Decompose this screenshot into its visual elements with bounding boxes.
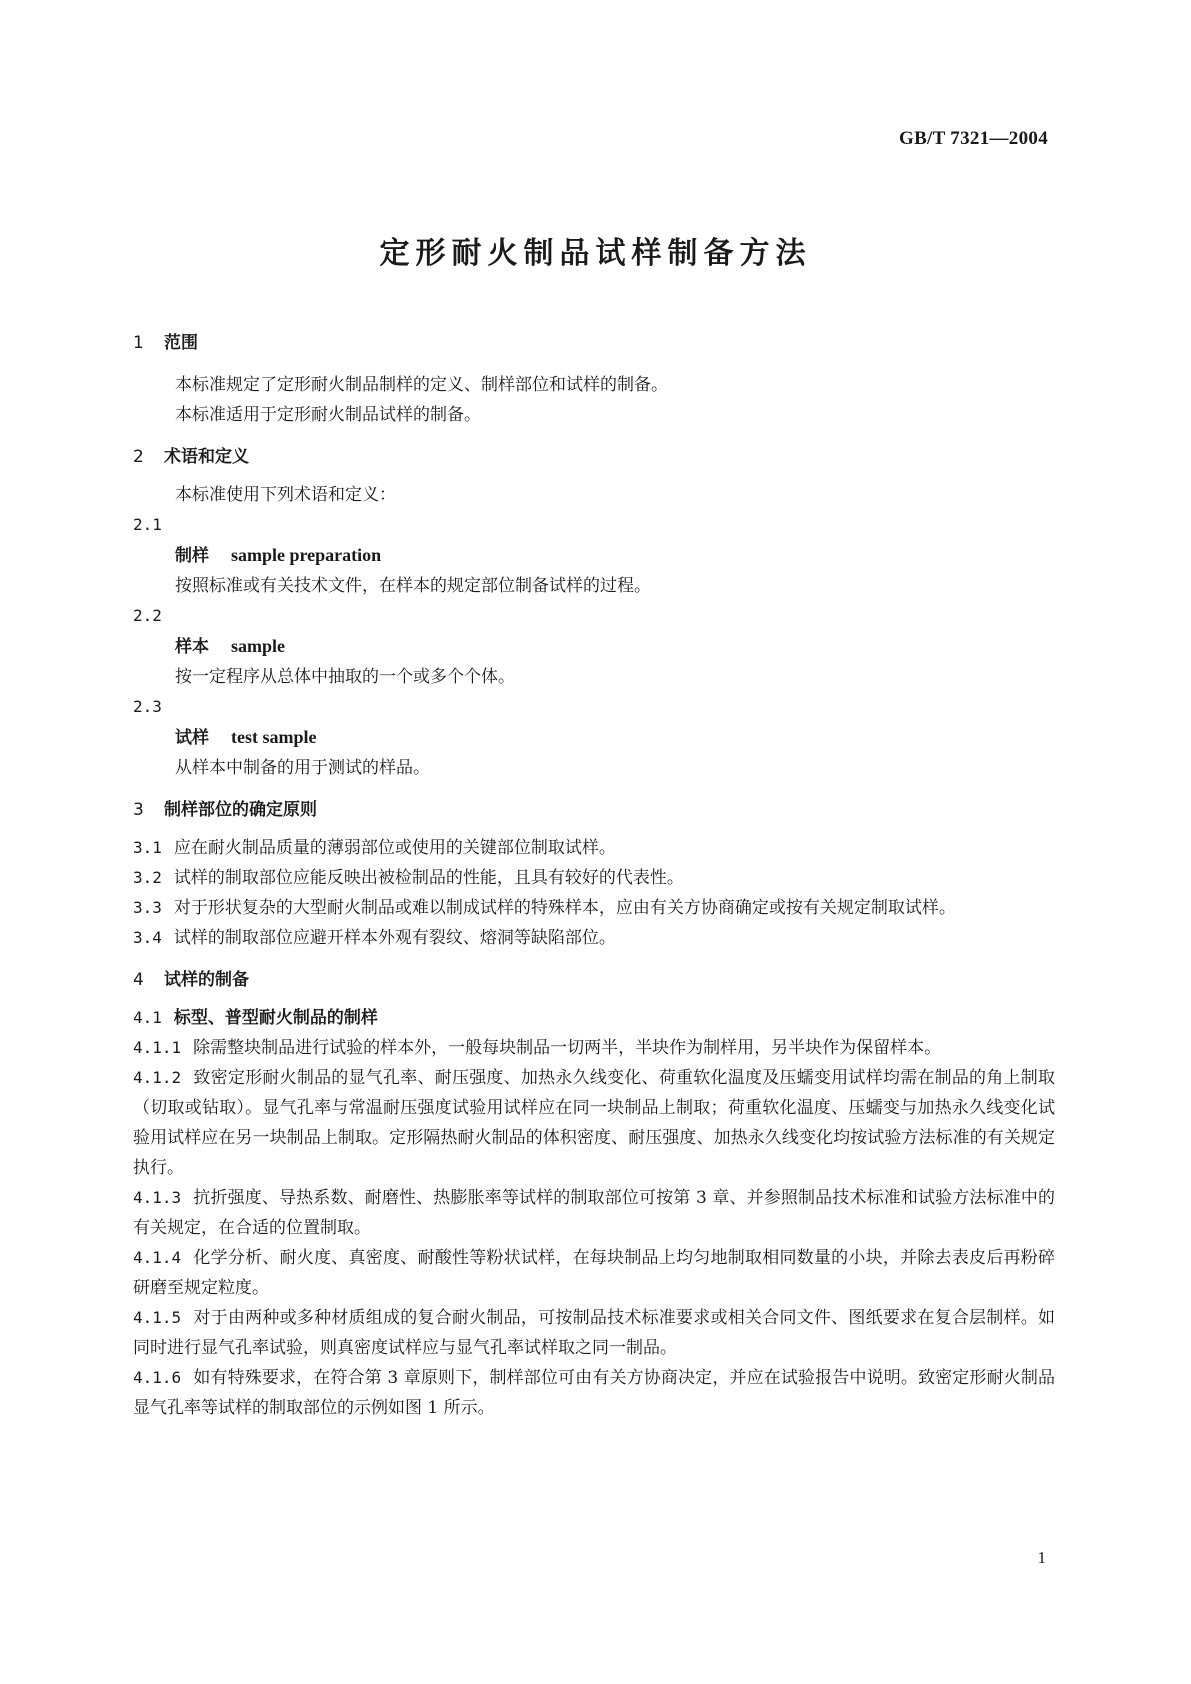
clause	[133, 833, 1055, 863]
term-en: sample preparation	[231, 545, 382, 565]
clause	[133, 1303, 1055, 1363]
clause-number: 4.1.5	[133, 1308, 182, 1327]
clause-number: 4.1.2	[133, 1068, 182, 1087]
paragraph: 本标准适用于定形耐火制品试样的制备。	[175, 405, 481, 425]
clause-text: 致密定形耐火制品的显气孔率、耐压强度、加热永久线变化、荷重软化温度及压蠕变用试样均需在制品的角上制取（切取或钻取）。显气孔率与常温耐压强度试验用试样应在同一块制品上制取；荷重软化温度、压蠕变与加热永久线变化试验用试样应在另一块制品上制取。定形隔热耐火制品的体积密度、耐压强度、加热永久线变化均按试验方法标准的有关规定执行。	[133, 1068, 1055, 1178]
subsection-number: 4.1	[133, 1008, 162, 1027]
section-3-heading	[133, 795, 1055, 825]
clause-number: 3.4	[133, 928, 162, 947]
clause-number: 4.1.4	[133, 1248, 182, 1267]
page-number: 1	[1037, 1548, 1046, 1567]
document-title: 定形耐火制品试样制备方法	[379, 236, 812, 271]
paragraph: 本标准规定了定形耐火制品制样的定义、制样部位和试样的制备。	[175, 375, 668, 395]
section-number: 2	[133, 447, 144, 467]
clause	[133, 863, 1055, 893]
term-entry	[133, 722, 1055, 753]
section-4-heading	[133, 965, 1055, 995]
term-zh: 试样	[175, 728, 209, 748]
term-number: 2.2	[133, 606, 162, 625]
standard-code: GB/T 7321—2004	[898, 128, 1048, 149]
term-entry	[133, 631, 1055, 662]
term-zh: 制样	[175, 546, 209, 566]
paragraph: 本标准使用下列术语和定义：	[175, 485, 396, 505]
clause-text: 应在耐火制品质量的薄弱部位或使用的关键部位制取试样。	[173, 838, 616, 858]
clause-number: 4.1.6	[133, 1368, 182, 1387]
term-definition: 从样本中制备的用于测试的样品。	[175, 758, 430, 778]
document-body	[133, 328, 1055, 1423]
clause-text: 对于由两种或多种材质组成的复合耐火制品，可按制品技术标准要求或相关合同文件、图纸要求在复合层制样。如同时进行显气孔率试验，则真密度试样应与显气孔率试样取之同一制品。	[133, 1308, 1055, 1358]
section-number: 3	[133, 800, 144, 820]
clause-text: 对于形状复杂的大型耐火制品或难以制成试样的特殊样本，应由有关方协商确定或按有关规定制取试样。	[173, 898, 956, 918]
clause	[133, 893, 1055, 923]
term-number: 2.1	[133, 515, 162, 534]
clause	[133, 1363, 1055, 1423]
section-title: 术语和定义	[164, 447, 249, 467]
clause	[133, 1033, 1055, 1063]
section-number: 1	[133, 333, 144, 353]
clause	[133, 923, 1055, 953]
term-zh: 样本	[175, 637, 209, 657]
term-entry	[133, 540, 1055, 571]
section-title: 制样部位的确定原则	[164, 800, 317, 820]
clause-text: 如有特殊要求，在符合第 3 章原则下，制样部位可由有关方协商决定，并应在试验报告中说明。致密定形耐火制品显气孔率等试样的制取部位的示例如图 1 所示。	[133, 1368, 1055, 1418]
term-definition: 按照标准或有关技术文件，在样本的规定部位制备试样的过程。	[175, 576, 651, 596]
clause-text: 试样的制取部位应能反映出被检制品的性能，且具有较好的代表性。	[173, 868, 684, 888]
section-title: 范围	[164, 333, 198, 353]
clause-text: 试样的制取部位应避开样本外观有裂纹、熔洞等缺陷部位。	[173, 928, 616, 948]
clause-number: 3.2	[133, 868, 162, 887]
term-en: test sample	[231, 727, 317, 747]
clause-number: 3.3	[133, 898, 162, 917]
clause-text: 除需整块制品进行试验的样本外，一般每块制品一切两半，半块作为制样用，另半块作为保留样本。	[193, 1038, 942, 1058]
subsection-heading	[133, 1003, 1055, 1033]
subsection-title: 标型、普型耐火制品的制样	[173, 1008, 378, 1028]
section-title: 试样的制备	[164, 970, 249, 990]
section-2-heading	[133, 442, 1055, 472]
term-en: sample	[231, 636, 285, 656]
clause	[133, 1243, 1055, 1303]
clause	[133, 1063, 1055, 1183]
clause-number: 4.1.1	[133, 1038, 182, 1057]
clause-text: 化学分析、耐火度、真密度、耐酸性等粉状试样，在每块制品上均匀地制取相同数量的小块，并除去表皮后再粉碎研磨至规定粒度。	[133, 1248, 1055, 1298]
term-definition: 按一定程序从总体中抽取的一个或多个个体。	[175, 667, 515, 687]
clause	[133, 1183, 1055, 1243]
clause-text: 抗折强度、导热系数、耐磨性、热膨胀率等试样的制取部位可按第 3 章、并参照制品技术标准和试验方法标准中的有关规定，在合适的位置制取。	[133, 1188, 1055, 1238]
clause-number: 3.1	[133, 838, 162, 857]
term-number: 2.3	[133, 697, 162, 716]
section-1-heading	[133, 328, 1055, 358]
section-number: 4	[133, 970, 144, 990]
clause-number: 4.1.3	[133, 1188, 182, 1207]
